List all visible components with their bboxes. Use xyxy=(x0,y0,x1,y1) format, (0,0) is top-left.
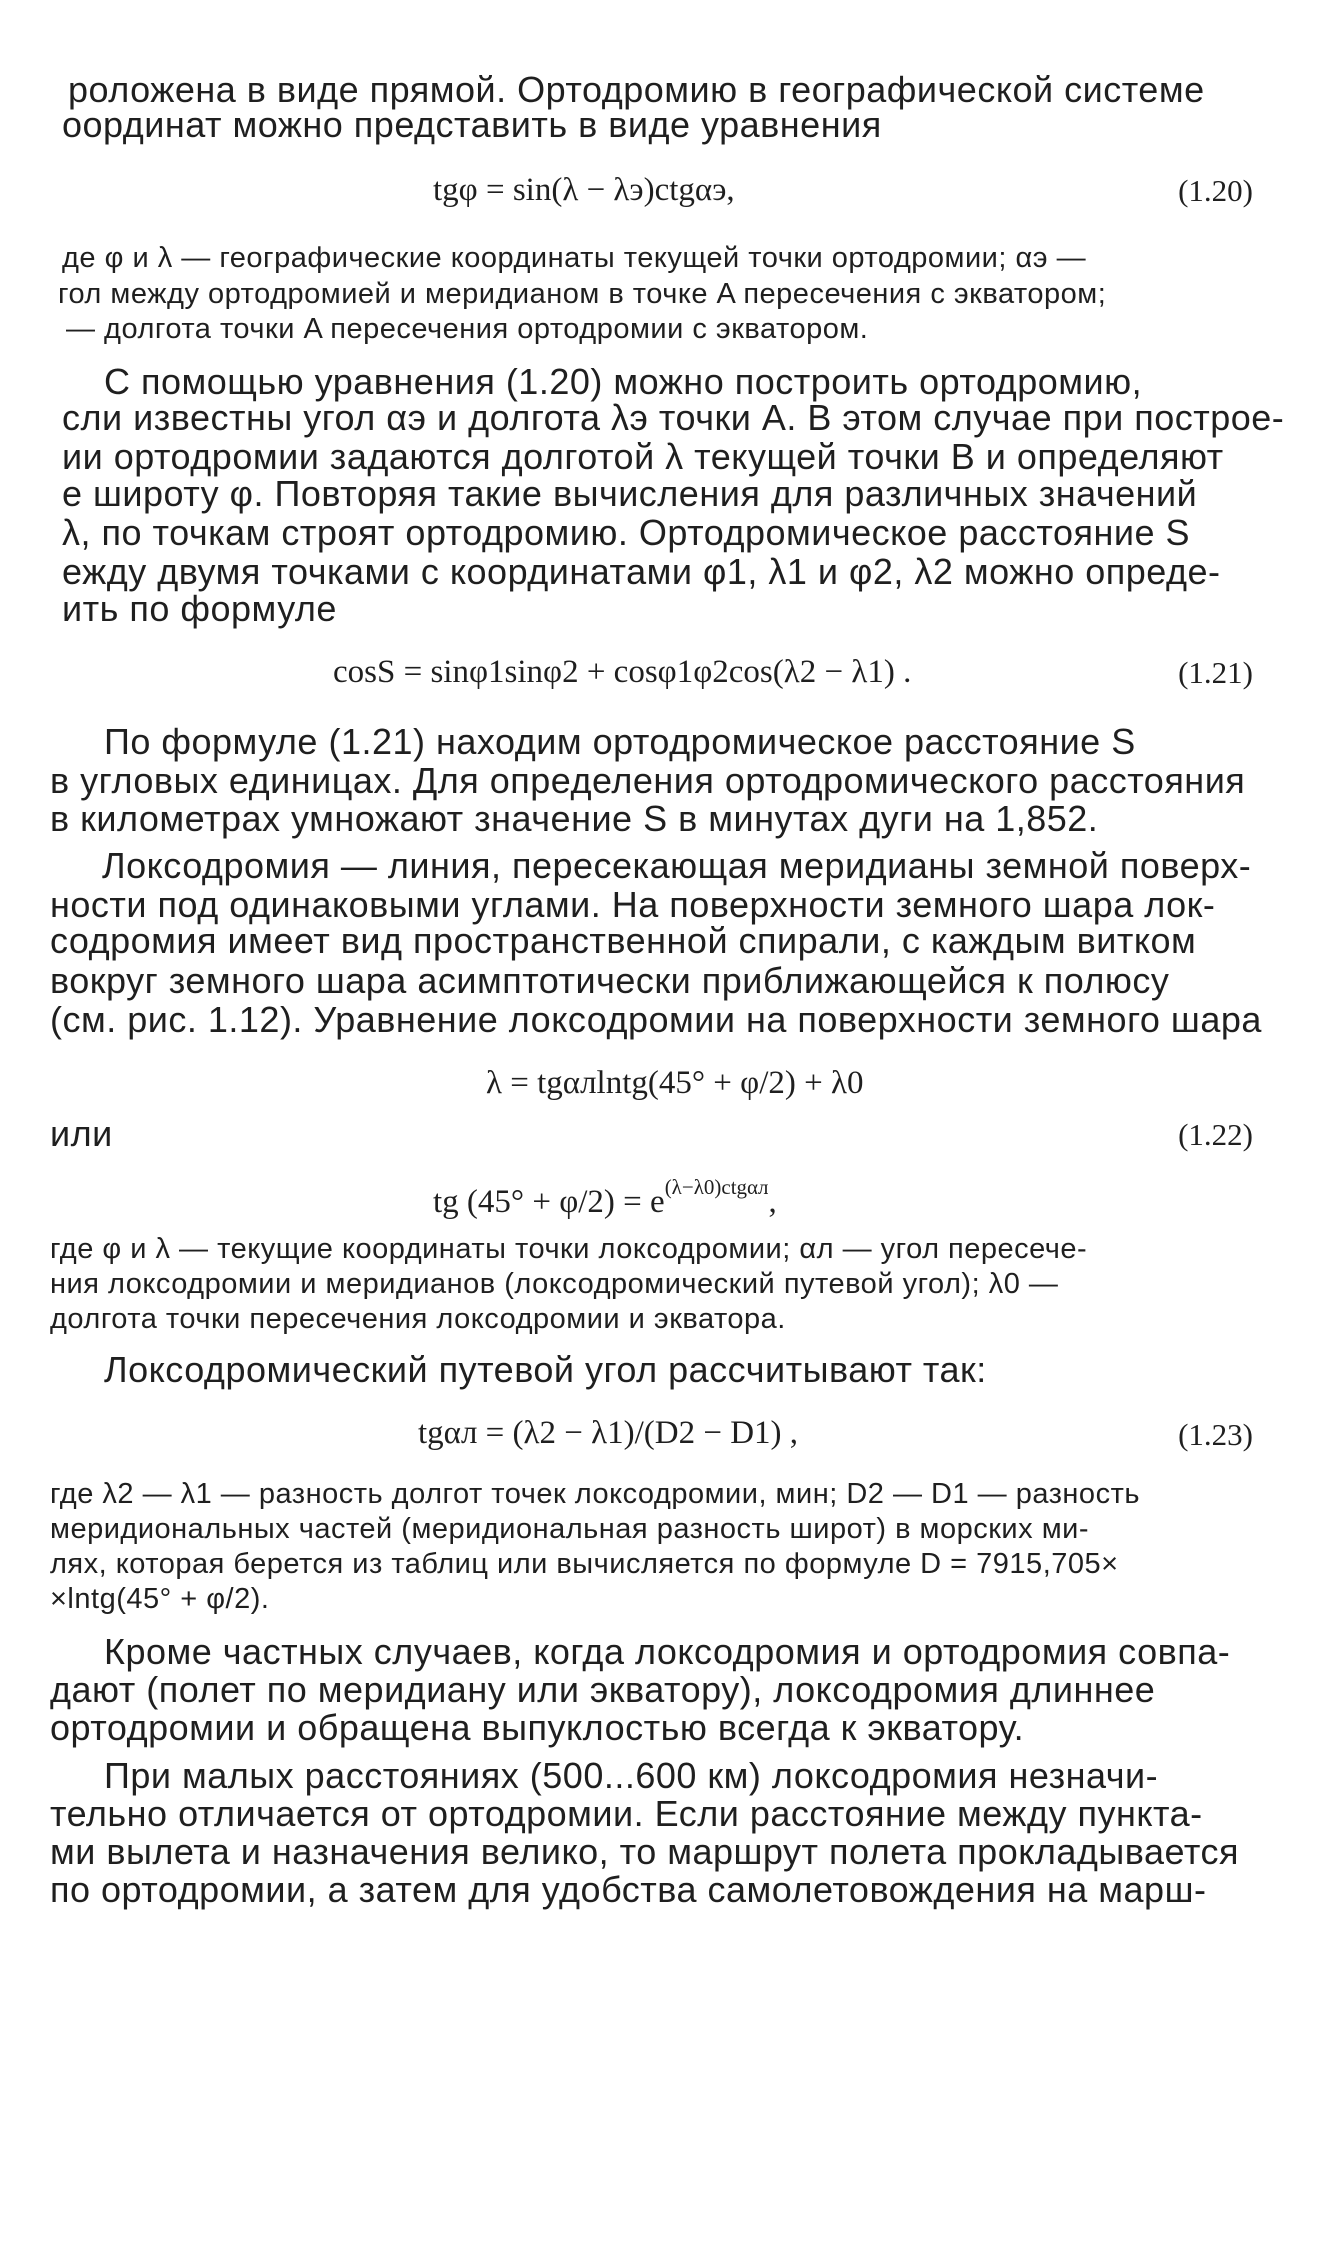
paragraph-3-line-2: в угловых единицах. Для определения ортодромического расстояния xyxy=(50,760,1246,801)
equation-number-1-23: (1.23) xyxy=(1178,1417,1253,1452)
paragraph-3-line-1: По формуле (1.21) находим ортодромическое расстояние S xyxy=(104,721,1136,762)
paragraph-5-line-1: Локсодромический путевой угол рассчитывают так: xyxy=(104,1349,987,1390)
paragraph-4-line-3: содромия имеет вид пространственной спирали, с каждым витком xyxy=(50,920,1197,961)
formula-1-22-b-base: tg (45° + φ/2) = e xyxy=(433,1184,665,1220)
note-3-line-4: ×lntg(45° + φ/2). xyxy=(50,1583,270,1615)
paragraph-2-line-5: λ, по точкам строят ортодромию. Ортодромическое расстояние S xyxy=(62,512,1190,553)
note-3-line-3: лях, которая берется из таблиц или вычисляется по формуле D = 7915,705× xyxy=(50,1548,1119,1580)
paragraph-2-line-7: ить по формуле xyxy=(62,588,337,629)
note-2-line-2: ния локсодромии и меридианов (локсодромический путевой угол); λ0 — xyxy=(50,1268,1059,1300)
paragraph-4-line-2: ности под одинаковыми углами. На поверхности земного шара лок- xyxy=(50,884,1216,925)
paragraph-7-line-2: тельно отличается от ортодромии. Если расстояние между пункта- xyxy=(50,1793,1203,1834)
paragraph-1-line-2: оординат можно представить в виде уравнения xyxy=(62,104,882,145)
formula-1-22-b xyxy=(433,1174,777,1221)
paragraph-2-line-3: ии ортодромии задаются долготой λ текущей точки B и определяют xyxy=(62,436,1224,477)
formula-1-22-connector: или xyxy=(50,1113,113,1154)
formula-1-22-b-tail: , xyxy=(768,1184,777,1220)
paragraph-2-line-4: е широту φ. Повторяя такие вычисления для различных значений xyxy=(62,473,1198,514)
paragraph-6-line-3: ортодромии и обращена выпуклостью всегда к экватору. xyxy=(50,1707,1025,1748)
note-1-line-1: де φ и λ — географические координаты текущей точки ортодромии; αэ — xyxy=(62,242,1087,274)
paragraph-1-line-1: роложена в виде прямой. Ортодромию в географической системе xyxy=(68,69,1205,110)
equation-number-1-22: (1.22) xyxy=(1178,1117,1253,1152)
paragraph-7-line-4: по ортодромии, а затем для удобства самолетовождения на марш- xyxy=(50,1869,1207,1910)
paragraph-7-line-1: При малых расстояниях (500...600 км) локсодромия незначи- xyxy=(104,1755,1159,1796)
formula-1-21: cosS = sinφ1sinφ2 + cosφ1φ2cos(λ2 − λ1) . xyxy=(333,654,912,690)
formula-1-22-b-exponent: (λ−λ0)ctgαл xyxy=(664,1175,769,1199)
note-3-line-1: где λ2 — λ1 — разность долгот точек локсодромии, мин; D2 — D1 — разность xyxy=(50,1478,1140,1510)
formula-1-22-a: λ = tgαлlntg(45° + φ/2) + λ0 xyxy=(486,1065,864,1101)
paragraph-3-line-3: в километрах умножают значение S в минутах дуги на 1,852. xyxy=(50,798,1099,839)
paragraph-6-line-1: Кроме частных случаев, когда локсодромия и ортодромия совпа- xyxy=(104,1631,1231,1672)
paragraph-4-line-5: (см. рис. 1.12). Уравнение локсодромии на поверхности земного шара xyxy=(50,999,1262,1040)
paragraph-2-line-6: ежду двумя точками с координатами φ1, λ1 и φ2, λ2 можно опреде- xyxy=(62,551,1221,592)
note-2-line-3: долгота точки пересечения локсодромии и экватора. xyxy=(50,1303,786,1335)
paragraph-4-line-1: Локсодромия — линия, пересекающая меридианы земной поверх- xyxy=(102,845,1252,886)
equation-number-1-21: (1.21) xyxy=(1178,655,1253,690)
equation-number-1-20: (1.20) xyxy=(1178,173,1253,208)
paragraph-4-line-4: вокруг земного шара асимптотически приближающейся к полюсу xyxy=(50,960,1170,1001)
note-1-line-2: гол между ортодромией и меридианом в точке A пересечения с экватором; xyxy=(58,278,1107,310)
paragraph-2-line-1: С помощью уравнения (1.20) можно построить ортодромию, xyxy=(104,361,1143,402)
paragraph-6-line-2: дают (полет по меридиану или экватору), локсодромия длиннее xyxy=(50,1669,1156,1710)
note-1-line-3: — долгота точки A пересечения ортодромии с экватором. xyxy=(66,313,869,345)
formula-1-23: tgαл = (λ2 − λ1)/(D2 − D1) , xyxy=(418,1415,799,1451)
paragraph-2-line-2: сли известны угол αэ и долгота λэ точки A. В этом случае при построе- xyxy=(62,397,1285,438)
note-2-line-1: где φ и λ — текущие координаты точки локсодромии; αл — угол пересече- xyxy=(50,1233,1088,1265)
formula-1-20: tgφ = sin(λ − λэ)ctgαэ, xyxy=(433,172,735,208)
paragraph-7-line-3: ми вылета и назначения велико, то маршрут полета прокладывается xyxy=(50,1831,1239,1872)
note-3-line-2: меридиональных частей (меридиональная разность широт) в морских ми- xyxy=(50,1513,1089,1545)
